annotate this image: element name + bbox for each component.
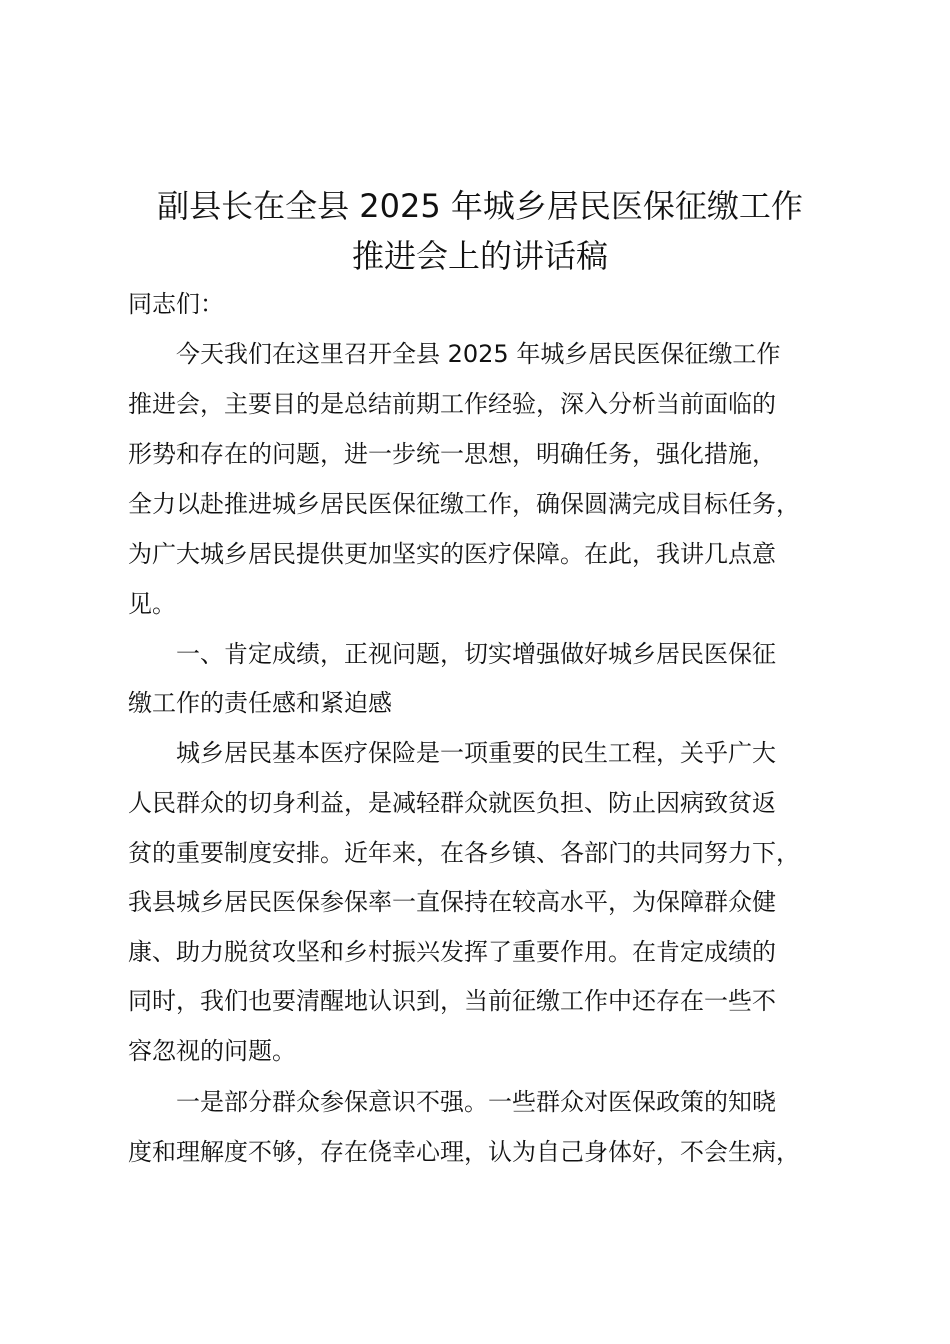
paragraph-line: 城乡居民基本医疗保险是一项重要的民生工程，关乎广大: [176, 739, 776, 767]
document-title-line-2: 推进会上的讲话稿: [351, 237, 608, 275]
paragraph-line: 推进会，主要目的是总结前期工作经验，深入分析当前面临的: [128, 390, 776, 418]
paragraph-line: 康、助力脱贫攻坚和乡村振兴发挥了重要作用。在肯定成绩的: [128, 938, 776, 966]
document-title-line-1: 副县长在全县 2025 年城乡居民医保征缴工作: [157, 187, 803, 225]
section-heading-line: 缴工作的责任感和紧迫感: [128, 689, 392, 717]
section-heading-line: 一、肯定成绩，正视问题，切实增强做好城乡居民医保征: [176, 640, 776, 668]
paragraph-line: 为广大城乡居民提供更加坚实的医疗保障。在此，我讲几点意: [128, 540, 776, 568]
paragraph-line: 全力以赴推进城乡居民医保征缴工作，确保圆满完成目标任务，: [128, 490, 800, 518]
paragraph-line: 我县城乡居民医保参保率一直保持在较高水平，为保障群众健: [128, 888, 776, 916]
paragraph-line: 一是部分群众参保意识不强。一些群众对医保政策的知晓: [176, 1088, 776, 1116]
paragraph-line: 贫的重要制度安排。近年来，在各乡镇、各部门的共同努力下，: [128, 839, 800, 867]
paragraph-line: 人民群众的切身利益，是减轻群众就医负担、防止因病致贫返: [128, 789, 776, 817]
salutation: 同志们：: [128, 290, 224, 318]
paragraph-line: 同时，我们也要清醒地认识到，当前征缴工作中还存在一些不: [128, 987, 776, 1015]
paragraph-line: 形势和存在的问题，进一步统一思想，明确任务，强化措施，: [128, 440, 776, 468]
paragraph-line: 见。: [128, 590, 176, 618]
paragraph-line: 今天我们在这里召开全县 2025 年城乡居民医保征缴工作: [176, 340, 781, 368]
paragraph-line: 度和理解度不够，存在侥幸心理，认为自己身体好，不会生病，: [128, 1138, 800, 1166]
paragraph-line: 容忽视的问题。: [128, 1037, 296, 1065]
